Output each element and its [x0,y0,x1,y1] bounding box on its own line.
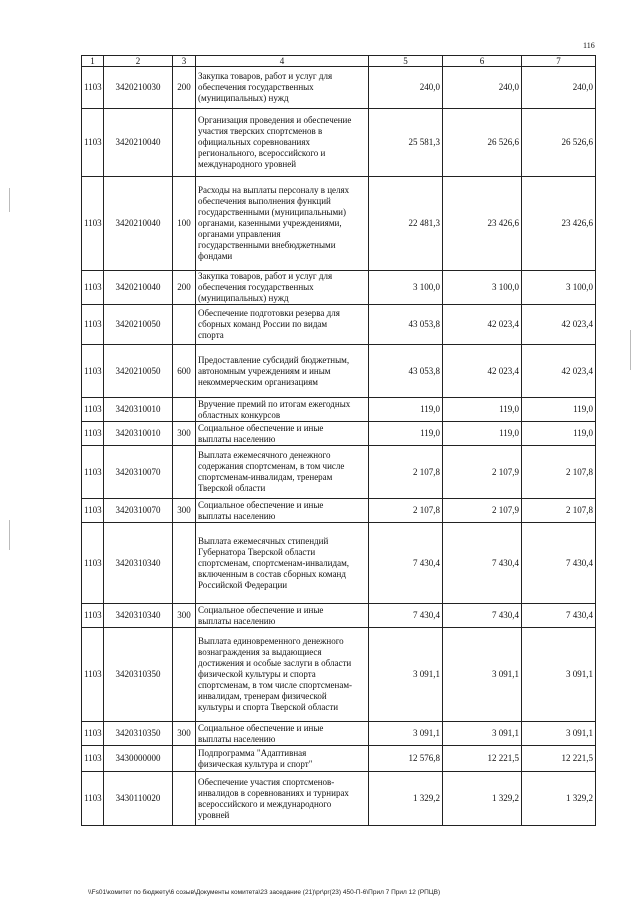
amount-year3-cell: 26 526,6 [522,109,596,177]
description-cell: Организация проведения и обеспечение участия тверских спортсменов в официальных соревнованиях регионального, всероссийского и международного уровней [196,109,369,177]
description-cell: Социальное обеспечение и иные выплаты населению [196,604,369,628]
table-header-row [82,56,596,67]
target-article-cell: 3430110020 [104,772,173,826]
table-row [82,523,596,604]
table-row [82,446,596,499]
description-cell: Расходы на выплаты персоналу в целях обеспечения выполнения функций государственными (муниципальными) органами, казенными учреждениями, органами управления государственными внебюджетными фондами [196,177,369,271]
scan-margin-mark [630,330,631,370]
target-article-cell: 3420310350 [104,722,173,746]
section-code-cell: 1103 [82,422,104,446]
amount-year1-cell: 2 107,8 [369,446,443,499]
description-cell: Выплата ежемесячного денежного содержания спортсменам, в том числе спортсменам-инвалидам, тренерам Тверской области [196,446,369,499]
expense-type-cell: 100 [173,177,196,271]
amount-year1-cell: 22 481,3 [369,177,443,271]
section-code-cell: 1103 [82,523,104,604]
amount-year2-cell: 3 091,1 [443,722,522,746]
table-row [82,604,596,628]
description-cell: Подпрограмма "Адаптивная физическая культура и спорт" [196,746,369,772]
section-code-cell: 1103 [82,67,104,109]
amount-year2-cell: 42 023,4 [443,305,522,345]
target-article-cell: 3420310070 [104,499,173,523]
table-row [82,722,596,746]
table-row [82,67,596,109]
target-article-cell: 3420310070 [104,446,173,499]
section-code-cell: 1103 [82,499,104,523]
amount-year3-cell: 1 329,2 [522,772,596,826]
description-cell: Обеспечение участия спортсменов- инвалидов в соревнованиях и турнирах всероссийского и международного уровней [196,772,369,826]
section-code-cell: 1103 [82,722,104,746]
amount-year1-cell: 7 430,4 [369,523,443,604]
amount-year1-cell: 43 053,8 [369,345,443,398]
amount-year2-cell: 7 430,4 [443,604,522,628]
section-code-cell: 1103 [82,446,104,499]
amount-year3-cell: 7 430,4 [522,523,596,604]
section-code-cell: 1103 [82,177,104,271]
amount-year3-cell: 119,0 [522,422,596,446]
expense-type-cell [173,446,196,499]
amount-year1-cell: 25 581,3 [369,109,443,177]
header-cell: 2 [104,56,173,67]
header-cell: 3 [173,56,196,67]
table-row [82,271,596,305]
amount-year2-cell: 23 426,6 [443,177,522,271]
description-cell: Социальное обеспечение и иные выплаты населению [196,722,369,746]
table-row [82,177,596,271]
expense-type-cell [173,398,196,422]
description-cell: Социальное обеспечение и иные выплаты населению [196,499,369,523]
description-cell: Выплата единовременного денежного вознаграждения за выдающиеся достижения и особые заслуги в области физической культуры и спорта спортсменам, в том числе спортсменам- инвалидам, тренерам физической культуры и спорта Тверской области [196,628,369,722]
amount-year3-cell: 2 107,8 [522,499,596,523]
expense-type-cell [173,523,196,604]
amount-year2-cell: 119,0 [443,422,522,446]
amount-year3-cell: 2 107,8 [522,446,596,499]
expense-type-cell: 300 [173,422,196,446]
section-code-cell: 1103 [82,628,104,722]
section-code-cell: 1103 [82,746,104,772]
amount-year2-cell: 1 329,2 [443,772,522,826]
amount-year3-cell: 42 023,4 [522,305,596,345]
amount-year3-cell: 119,0 [522,398,596,422]
amount-year1-cell: 240,0 [369,67,443,109]
amount-year2-cell: 2 107,9 [443,446,522,499]
amount-year3-cell: 42 023,4 [522,345,596,398]
target-article-cell: 3430000000 [104,746,173,772]
page-number: 116 [583,41,595,50]
section-code-cell: 1103 [82,345,104,398]
section-code-cell: 1103 [82,772,104,826]
description-cell: Обеспечение подготовки резерва для сборных команд России по видам спорта [196,305,369,345]
table-row [82,628,596,722]
expense-type-cell: 200 [173,271,196,305]
description-cell: Вручение премий по итогам ежегодных областных конкурсов [196,398,369,422]
amount-year1-cell: 3 091,1 [369,628,443,722]
target-article-cell: 3420310010 [104,422,173,446]
target-article-cell: 3420210040 [104,177,173,271]
expense-type-cell: 200 [173,67,196,109]
amount-year1-cell: 119,0 [369,422,443,446]
amount-year2-cell: 3 100,0 [443,271,522,305]
target-article-cell: 3420210040 [104,271,173,305]
target-article-cell: 3420310340 [104,604,173,628]
amount-year3-cell: 3 091,1 [522,628,596,722]
table-row [82,345,596,398]
amount-year2-cell: 42 023,4 [443,345,522,398]
amount-year3-cell: 3 100,0 [522,271,596,305]
section-code-cell: 1103 [82,398,104,422]
expense-type-cell [173,109,196,177]
amount-year1-cell: 7 430,4 [369,604,443,628]
amount-year1-cell: 12 576,8 [369,746,443,772]
expense-type-cell [173,305,196,345]
target-article-cell: 3420210050 [104,345,173,398]
amount-year2-cell: 12 221,5 [443,746,522,772]
table-row [82,398,596,422]
amount-year1-cell: 3 091,1 [369,722,443,746]
target-article-cell: 3420310340 [104,523,173,604]
scan-margin-mark [9,188,10,212]
table-row [82,772,596,826]
expense-type-cell [173,628,196,722]
section-code-cell: 1103 [82,604,104,628]
amount-year3-cell: 240,0 [522,67,596,109]
amount-year1-cell: 3 100,0 [369,271,443,305]
expense-type-cell [173,746,196,772]
description-cell: Выплата ежемесячных стипендий Губернатора Тверской области спортсменам, спортсменам-инвалидам, включенным в состав сборных команд Российской Федерации [196,523,369,604]
budget-table [81,55,596,826]
description-cell: Закупка товаров, работ и услуг для обеспечения государственных (муниципальных) нужд [196,67,369,109]
expense-type-cell: 600 [173,345,196,398]
header-cell: 6 [443,56,522,67]
expense-type-cell [173,772,196,826]
amount-year3-cell: 23 426,6 [522,177,596,271]
header-cell: 1 [82,56,104,67]
amount-year3-cell: 12 221,5 [522,746,596,772]
target-article-cell: 3420210050 [104,305,173,345]
amount-year1-cell: 2 107,8 [369,499,443,523]
header-cell: 4 [196,56,369,67]
expense-type-cell: 300 [173,499,196,523]
footer-file-path: \\Fs01\комитет по бюджету\6 созыв\Документы комитета\23 заседание (21)\pr\pr(23) 450-П-6\Прил 7 Прил 12 (РПЦВ) [88,889,441,896]
table-row [82,422,596,446]
amount-year3-cell: 7 430,4 [522,604,596,628]
amount-year1-cell: 119,0 [369,398,443,422]
table-row [82,109,596,177]
section-code-cell: 1103 [82,305,104,345]
amount-year2-cell: 7 430,4 [443,523,522,604]
section-code-cell: 1103 [82,271,104,305]
table-row [82,305,596,345]
description-cell: Предоставление субсидий бюджетным, автономным учреждениям и иным некоммерческим организациям [196,345,369,398]
amount-year3-cell: 3 091,1 [522,722,596,746]
amount-year2-cell: 2 107,9 [443,499,522,523]
target-article-cell: 3420210040 [104,109,173,177]
target-article-cell: 3420310350 [104,628,173,722]
header-cell: 7 [522,56,596,67]
amount-year1-cell: 1 329,2 [369,772,443,826]
scan-margin-mark [9,520,10,550]
expense-type-cell: 300 [173,604,196,628]
description-cell: Социальное обеспечение и иные выплаты населению [196,422,369,446]
description-cell: Закупка товаров, работ и услуг для обеспечения государственных (муниципальных) нужд [196,271,369,305]
table-row [82,499,596,523]
amount-year1-cell: 43 053,8 [369,305,443,345]
table-row [82,746,596,772]
target-article-cell: 3420310010 [104,398,173,422]
amount-year2-cell: 26 526,6 [443,109,522,177]
section-code-cell: 1103 [82,109,104,177]
amount-year2-cell: 240,0 [443,67,522,109]
header-cell: 5 [369,56,443,67]
amount-year2-cell: 3 091,1 [443,628,522,722]
amount-year2-cell: 119,0 [443,398,522,422]
expense-type-cell: 300 [173,722,196,746]
target-article-cell: 3420210030 [104,67,173,109]
